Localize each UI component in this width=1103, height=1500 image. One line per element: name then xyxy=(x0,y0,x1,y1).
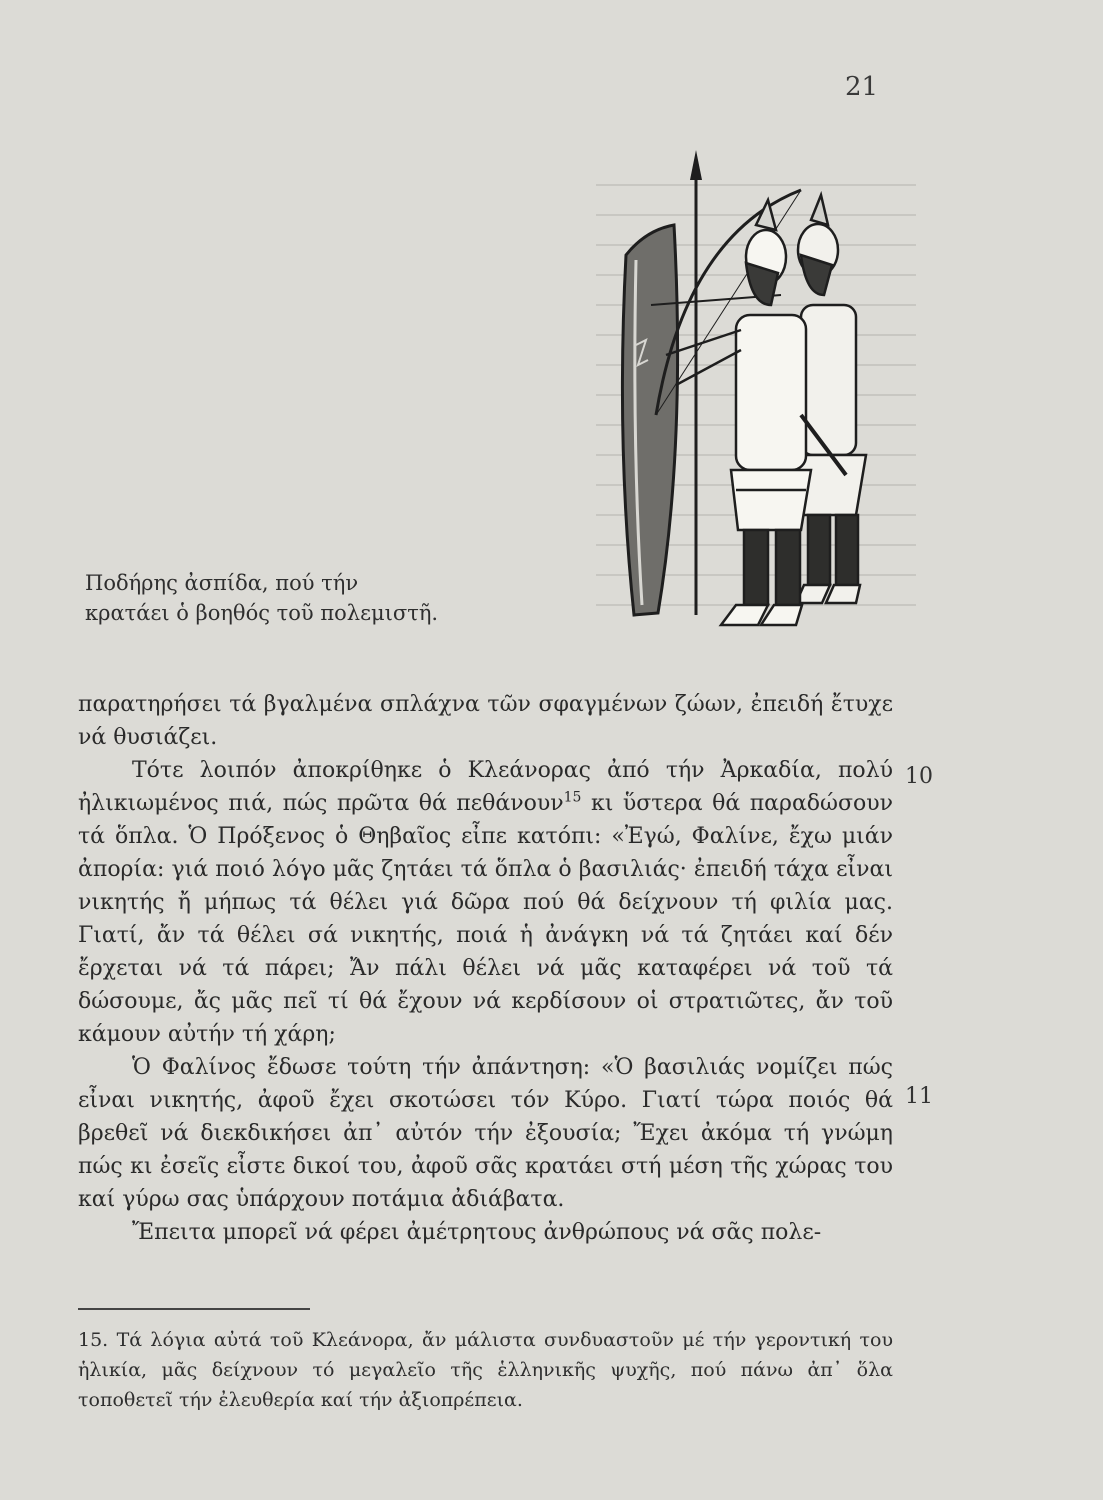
paragraph-2 xyxy=(78,754,893,1051)
footnote-text: Τά λόγια αὐτά τοῦ Κλεάνορα, ἄν μάλιστα συνδυαστοῦν μέ τήν γεροντική του ἡλικία, μᾶς δείχνουν τό μεγαλεῖο τῆς ἑλληνικῆς ψυχῆς, πού πάνω ἀπ᾽ ὅλα τοποθετεῖ τήν ἐλευθερία καί τήν ἀξιοπρέπεια. xyxy=(78,1329,893,1411)
figure-caption: Ποδήρης ἀσπίδα, πού τήν κρατάει ὁ βοηθός τοῦ πολεμιστῆ. xyxy=(85,571,439,625)
footnote-rule xyxy=(78,1308,310,1310)
body-text xyxy=(78,688,893,1249)
margin-number-11: 11 xyxy=(905,1084,933,1109)
paragraph-1: παρατηρήσει τά βγαλμένα σπλάχνα τῶν σφαγμένων ζώων, ἐπειδή ἔτυχε νά θυσιάζει. xyxy=(78,692,893,750)
page-number: 21 xyxy=(845,72,879,102)
shield xyxy=(622,225,677,615)
bleed-through-header xyxy=(70,78,750,98)
footnote-ref-15: 15 xyxy=(563,789,582,806)
footnote xyxy=(78,1325,893,1415)
paragraph-2-text-before: Τότε λοιπόν ἀποκρίθηκε ὁ Κλεάνορας ἀπό τήν Ἀρκαδία, πολύ ἠλικιωμένος πιά, πώς πρῶτα θά πεθάνουν xyxy=(78,758,893,816)
paragraph-4: Ἔπειτα μπορεῖ νά φέρει ἀμέτρητους ἀνθρώπους νά σᾶς πολε- xyxy=(132,1220,822,1245)
margin-number-10: 10 xyxy=(905,764,933,789)
paragraph-3: Ὁ Φαλίνος ἔδωσε τούτη τήν ἀπάντηση: «Ὁ βασιλιάς νομίζει πώς εἶναι νικητής, ἀφοῦ ἔχει σκοτώσει τόν Κύρο. Γιατί τώρα ποιός θά βρεθεῖ νά διεκδικήσει ἀπ᾽ αὐτόν τήν ἐξουσία; Ἔχει ἀκόμα τή γνώμη πώς κι ἐσεῖς εἶστε δικοί του, ἀφοῦ σᾶς κρατάει στή μέση τῆς χώρας του καί γύρω σας ὑπάρχουν ποτάμια ἀδιάβατα. xyxy=(78,1055,893,1212)
footnote-number: 15. xyxy=(78,1329,109,1351)
paragraph-2-text-after: κι ὕστερα θά παραδώσουν τά ὅπλα. Ὁ Πρόξενος ὁ Θηβαῖος εἶπε κατόπι: «Ἐγώ, Φαλίνε, ἔχω μιάν ἀπορία: γιά ποιό λόγο μᾶς ζητάει τά ὅπλα ὁ βασιλιάς· ἐπειδή τάχα εἶναι νικητής ἤ μήπως τά θέλει γιά δῶρα πού θά δείχνουν τή φιλία μας. Γιατί, ἄν τά θέλει σά νικητής, ποιά ἡ ἀνάγκη νά τά ζητάει καί δέν ἔρχεται νά τά πάρει; Ἄν πάλι θέλει νά μᾶς καταφέρει νά τοῦ τά δώσουμε, ἄς μᾶς πεῖ τί θά ἔχουν νά κερδίσουν οἱ στρατιῶτες, ἄν τοῦ κάμουν αὐτήν τή χάρη; xyxy=(78,791,893,1047)
archer-illustration xyxy=(596,145,916,645)
